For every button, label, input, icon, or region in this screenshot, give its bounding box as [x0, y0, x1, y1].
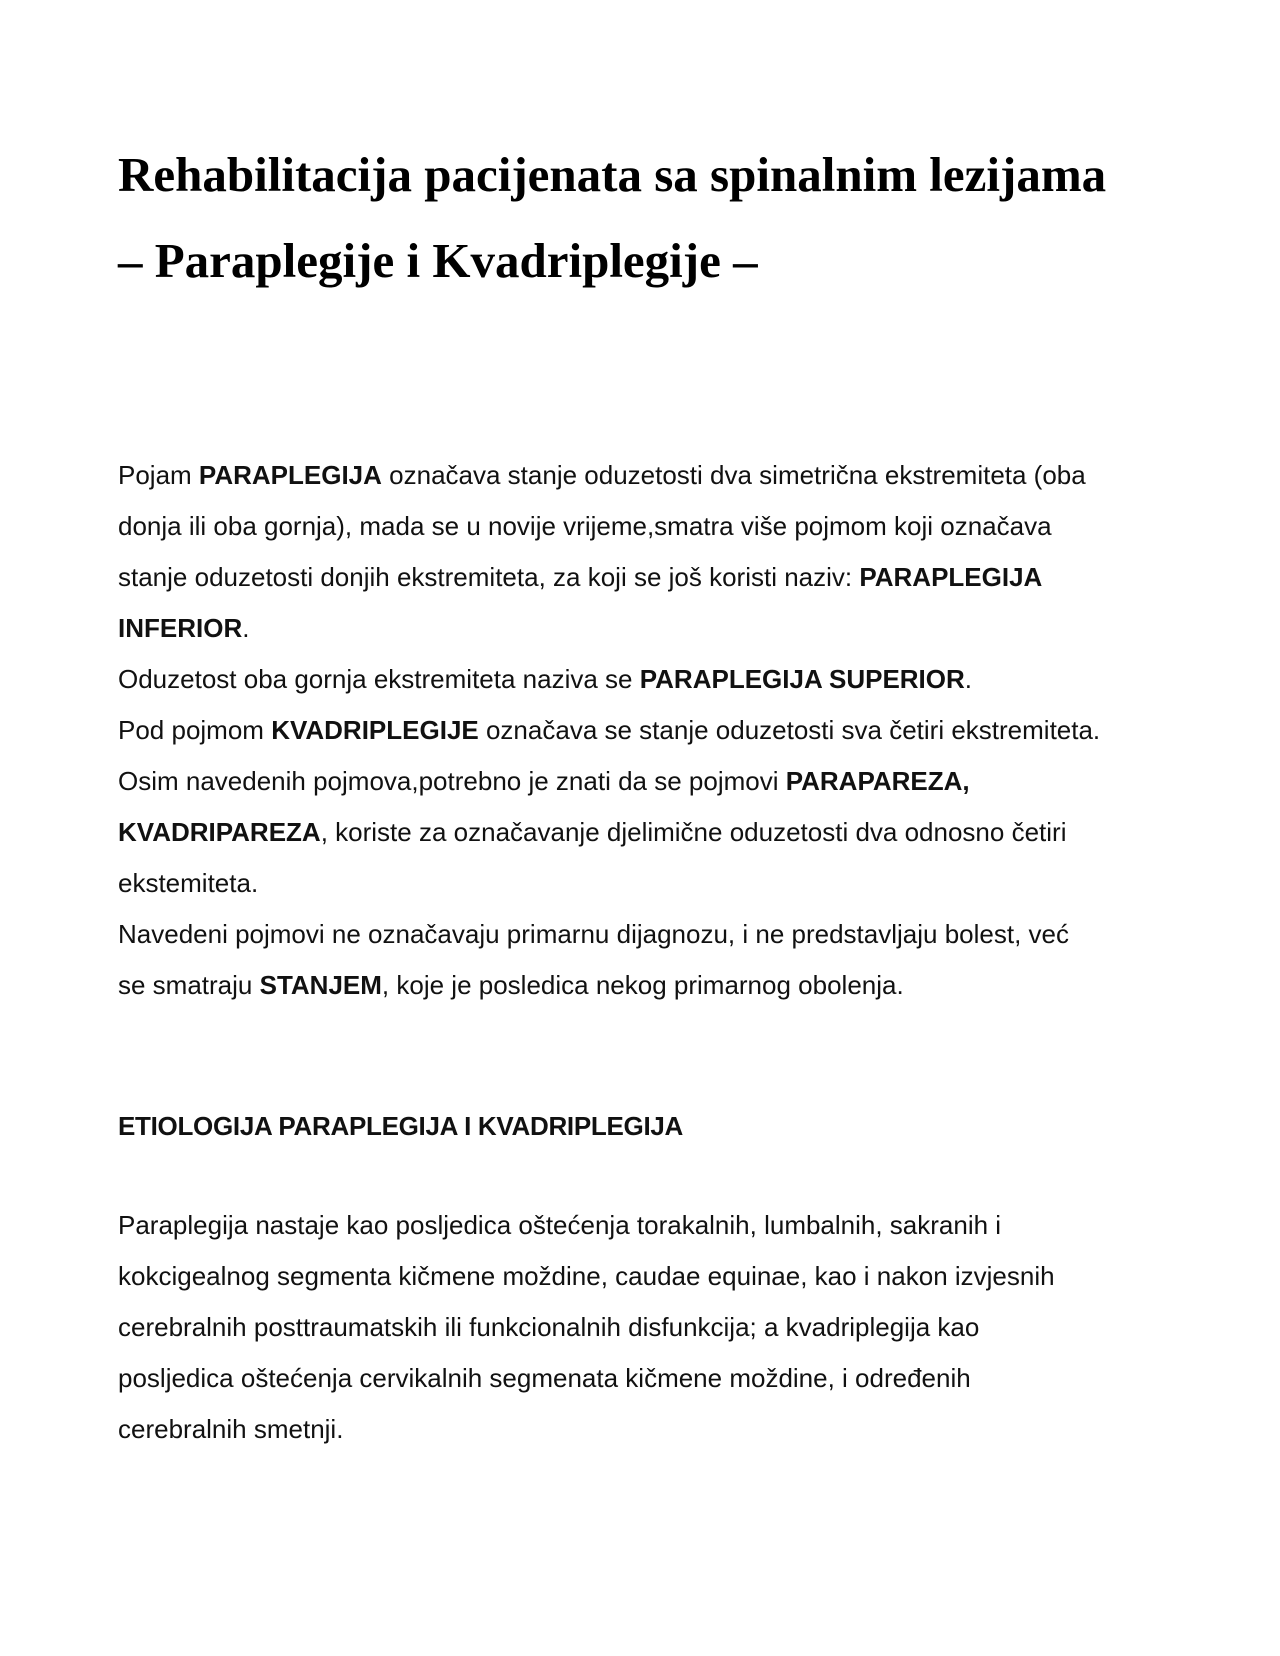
intro-line-11: se smatraju STANJEM, koje je posledica nekog primarnog obolenja.: [118, 970, 904, 1000]
etiology-line-3: cerebralnih posttraumatskih ili funkcionalnih disfunkcija; a kvadriplegija kao: [118, 1312, 980, 1342]
intro-line-1: Pojam PARAPLEGIJA označava stanje oduzetosti dva simetrična ekstremiteta (oba: [118, 460, 1086, 490]
etiology-line-4: posljedica oštećenja cervikalnih segmenata kičmene moždine, i određenih: [118, 1363, 971, 1393]
etiology-paragraph: [118, 1200, 1178, 1455]
intro-paragraph: [118, 450, 1178, 1011]
intro-line-8: KVADRIPAREZA, koriste za označavanje djelimične oduzetosti dva odnosno četiri: [118, 817, 1067, 847]
intro-line-7: Osim navedenih pojmova,potrebno je znati da se pojmovi PARAPAREZA,: [118, 766, 970, 796]
term-kvadriplegije: KVADRIPLEGIJE: [271, 715, 479, 745]
document-title: [118, 132, 1198, 304]
intro-line-5: Oduzetost oba gornja ekstremiteta naziva se PARAPLEGIJA SUPERIOR.: [118, 664, 973, 694]
etiology-line-5: cerebralnih smetnji.: [118, 1414, 344, 1444]
intro-line-4: INFERIOR.: [118, 613, 250, 643]
etiology-line-2: kokcigealnog segmenta kičmene moždine, caudae equinae, kao i nakon izvjesnih: [118, 1261, 1055, 1291]
section-heading-etiology: ETIOLOGIJA PARAPLEGIJA I KVADRIPLEGIJA: [118, 1111, 684, 1141]
term-paraplegija: PARAPLEGIJA: [198, 460, 382, 490]
intro-line-9: ekstemiteta.: [118, 868, 259, 898]
term-kvadripareza: KVADRIPAREZA: [118, 817, 321, 847]
term-paraplegija-inferior-part2: INFERIOR: [118, 613, 243, 643]
term-paraplegija-superior: PARAPLEGIJA SUPERIOR: [639, 664, 965, 694]
term-paraupareza: PARAPAREZA,: [785, 766, 970, 796]
etiology-line-1: Paraplegija nastaje kao posljedica oštećenja torakalnih, lumbalnih, sakranih i: [118, 1210, 1002, 1240]
title-line-1: Rehabilitacija pacijenata sa spinalnim lezijama: [118, 147, 1107, 202]
intro-line-3: stanje oduzetosti donjih ekstremiteta, za koji se još koristi naziv: PARAPLEGIJA: [118, 562, 1043, 592]
term-paraplegija-inferior-part1: PARAPLEGIJA: [859, 562, 1043, 592]
term-stanjem: STANJEM: [259, 970, 382, 1000]
title-line-2: – Paraplegije i Kvadriplegije –: [118, 233, 758, 288]
intro-line-2: donja ili oba gornja), mada se u novije vrijeme,smatra više pojmom koji označava: [118, 511, 1052, 541]
intro-line-6: Pod pojmom KVADRIPLEGIJE označava se stanje oduzetosti sva četiri ekstremiteta.: [118, 715, 1101, 745]
intro-line-10: Navedeni pojmovi ne označavaju primarnu dijagnozu, i ne predstavljaju bolest, već: [118, 919, 1069, 949]
